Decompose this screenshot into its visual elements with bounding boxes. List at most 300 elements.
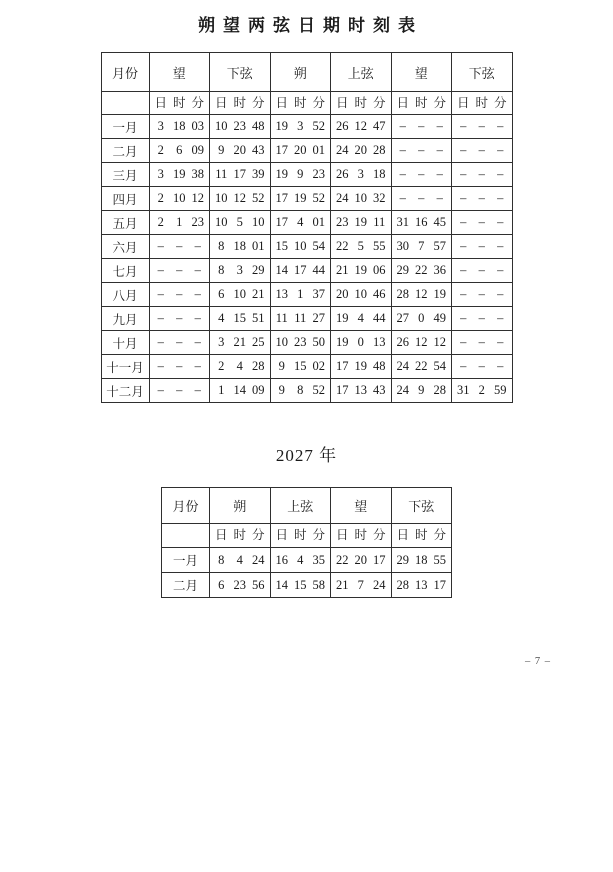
time-triplet <box>210 120 270 133</box>
time-cell <box>270 379 331 403</box>
time-triplet <box>150 144 210 157</box>
time-unit-header <box>331 92 392 115</box>
time-triplet <box>210 554 270 567</box>
phase-column-header: 上弦 <box>270 488 331 524</box>
time-triplet <box>150 97 210 110</box>
time-cell <box>331 355 392 379</box>
time-triplet <box>392 529 452 542</box>
time-value: 52 <box>312 191 325 206</box>
time-value: 21 <box>336 577 349 592</box>
time-triplet <box>392 384 452 397</box>
time-value: 37 <box>312 287 325 302</box>
time-value: 20 <box>354 552 367 567</box>
time-value: 9 <box>278 383 285 398</box>
time-value: 3 <box>218 335 225 350</box>
time-unit-header <box>149 92 210 115</box>
time-value: 56 <box>252 577 265 592</box>
time-value: 20 <box>354 143 367 158</box>
time-value: 15 <box>233 311 246 326</box>
time-cell <box>270 115 331 139</box>
time-cell <box>452 139 513 163</box>
time-value: 17 <box>275 143 288 158</box>
time-value: 2 <box>478 383 485 398</box>
time-cell <box>149 211 210 235</box>
time-triplet <box>150 216 210 229</box>
time-value: 43 <box>373 383 386 398</box>
table-header-row <box>101 53 512 92</box>
time-cell <box>210 283 271 307</box>
month-cell: 一月 <box>162 548 210 573</box>
document-page <box>0 14 613 667</box>
table-row <box>162 548 452 573</box>
table-row <box>101 115 512 139</box>
time-cell <box>331 573 392 598</box>
time-value: 52 <box>252 191 265 206</box>
time-triplet <box>150 360 210 373</box>
time-cell <box>452 163 513 187</box>
time-value: 分 <box>251 528 265 543</box>
time-value: 16 <box>415 215 428 230</box>
time-value: – <box>436 191 443 206</box>
time-value: 11 <box>215 167 228 182</box>
time-cell <box>270 355 331 379</box>
time-cell <box>391 379 452 403</box>
time-cell <box>452 379 513 403</box>
time-value: 24 <box>396 359 409 374</box>
time-value: 24 <box>336 143 349 158</box>
time-value: 17 <box>336 359 349 374</box>
time-triplet <box>271 579 331 592</box>
table-subheader-row <box>162 524 452 548</box>
time-value: – <box>478 191 485 206</box>
time-triplet <box>331 288 391 301</box>
time-cell <box>210 115 271 139</box>
month-cell: 二月 <box>162 573 210 598</box>
time-cell <box>391 163 452 187</box>
time-value: 59 <box>494 383 507 398</box>
time-unit-header <box>210 524 271 548</box>
time-value: 时 <box>293 95 307 110</box>
time-value: 9 <box>218 143 225 158</box>
month-cell: 六月 <box>101 235 149 259</box>
time-value: 17 <box>336 383 349 398</box>
time-triplet <box>452 168 512 181</box>
time-value: 11 <box>275 311 288 326</box>
time-value: 日 <box>214 95 228 110</box>
time-value: 4 <box>218 311 225 326</box>
table-subheader-row <box>101 92 512 115</box>
time-cell <box>452 211 513 235</box>
time-unit-header <box>270 524 331 548</box>
time-value: 02 <box>312 359 325 374</box>
time-value: 01 <box>252 239 265 254</box>
moon-phase-table-2027 <box>161 487 452 598</box>
time-value: 44 <box>373 311 386 326</box>
phase-column-header: 朔 <box>270 53 331 92</box>
time-cell <box>210 379 271 403</box>
time-triplet <box>150 120 210 133</box>
time-cell <box>270 307 331 331</box>
time-cell <box>149 163 210 187</box>
time-triplet <box>392 216 452 229</box>
time-value: 8 <box>218 263 225 278</box>
time-cell <box>210 187 271 211</box>
time-value: 11 <box>373 215 386 230</box>
time-triplet <box>452 360 512 373</box>
time-triplet <box>271 360 331 373</box>
time-value: 3 <box>157 119 164 134</box>
time-value: 24 <box>396 383 409 398</box>
time-triplet <box>331 240 391 253</box>
time-value: 10 <box>215 191 228 206</box>
time-value: 时 <box>414 528 428 543</box>
time-value: 分 <box>312 95 325 110</box>
time-value: 17 <box>294 263 307 278</box>
time-cell <box>210 355 271 379</box>
time-value: 14 <box>275 577 288 592</box>
time-value: – <box>157 287 164 302</box>
time-value: 19 <box>336 335 349 350</box>
time-triplet <box>392 120 452 133</box>
time-value: 19 <box>336 311 349 326</box>
time-value: – <box>460 215 467 230</box>
time-triplet <box>210 360 270 373</box>
moon-phase-table-main <box>101 52 513 403</box>
time-value: 22 <box>415 359 428 374</box>
time-value: – <box>497 287 504 302</box>
time-cell <box>331 379 392 403</box>
time-value: – <box>497 167 504 182</box>
time-value: 12 <box>415 335 428 350</box>
time-value: 日 <box>275 95 288 110</box>
time-value: 28 <box>396 577 409 592</box>
time-triplet <box>150 288 210 301</box>
time-cell <box>149 355 210 379</box>
time-value: 4 <box>236 552 243 567</box>
time-triplet <box>452 216 512 229</box>
time-value: 35 <box>312 552 325 567</box>
table-row <box>101 163 512 187</box>
time-triplet <box>210 288 270 301</box>
time-unit-header <box>331 524 392 548</box>
time-cell <box>331 211 392 235</box>
time-value: 50 <box>312 335 325 350</box>
time-cell <box>391 355 452 379</box>
time-value: 17 <box>275 215 288 230</box>
time-value: 17 <box>373 552 386 567</box>
time-value: – <box>194 287 201 302</box>
time-value: 18 <box>373 167 386 182</box>
time-cell <box>331 163 392 187</box>
time-value: – <box>157 311 164 326</box>
time-value: 54 <box>433 359 446 374</box>
time-value: 14 <box>275 263 288 278</box>
time-value: – <box>478 335 485 350</box>
time-triplet <box>392 240 452 253</box>
time-value: – <box>460 359 467 374</box>
time-value: – <box>176 383 183 398</box>
time-value: – <box>497 263 504 278</box>
time-triplet <box>210 240 270 253</box>
time-cell <box>452 187 513 211</box>
time-value: 分 <box>433 528 446 543</box>
time-triplet <box>331 529 391 542</box>
time-value: – <box>157 263 164 278</box>
month-cell: 十一月 <box>101 355 149 379</box>
time-cell <box>270 235 331 259</box>
time-triplet <box>210 264 270 277</box>
time-value: – <box>194 311 201 326</box>
phase-column-header: 望 <box>331 488 392 524</box>
time-value: 15 <box>294 359 307 374</box>
time-triplet <box>150 384 210 397</box>
time-triplet <box>271 288 331 301</box>
time-value: – <box>176 359 183 374</box>
time-value: 时 <box>354 528 367 543</box>
time-triplet <box>331 120 391 133</box>
time-cell <box>331 259 392 283</box>
time-triplet <box>392 264 452 277</box>
time-value: 7 <box>357 577 364 592</box>
month-column-header: 月份 <box>162 488 210 524</box>
time-triplet <box>331 360 391 373</box>
time-value: – <box>460 311 467 326</box>
time-value: 3 <box>297 119 304 134</box>
table-row <box>101 355 512 379</box>
time-value: 6 <box>176 143 183 158</box>
time-cell <box>452 283 513 307</box>
phase-column-header: 望 <box>149 53 210 92</box>
time-value: 23 <box>336 215 349 230</box>
time-value: 39 <box>252 167 265 182</box>
time-value: 43 <box>252 143 265 158</box>
month-cell: 三月 <box>101 163 149 187</box>
phase-column-header: 下弦 <box>452 53 513 92</box>
time-value: – <box>157 239 164 254</box>
month-column-header: 月份 <box>101 53 149 92</box>
time-value: – <box>460 239 467 254</box>
time-value: – <box>497 335 504 350</box>
time-value: – <box>460 143 467 158</box>
time-value: 28 <box>433 383 446 398</box>
time-value: 分 <box>493 95 507 110</box>
time-value: 46 <box>373 287 386 302</box>
time-value: 45 <box>433 215 446 230</box>
table-row <box>162 573 452 598</box>
time-value: 时 <box>475 95 488 110</box>
time-value: 23 <box>294 335 307 350</box>
time-triplet <box>331 264 391 277</box>
time-triplet <box>210 216 270 229</box>
section-title-2027: 2027 年 <box>275 446 338 465</box>
time-value: – <box>497 143 504 158</box>
time-value: 28 <box>252 359 265 374</box>
time-value: 15 <box>294 577 307 592</box>
time-cell <box>391 139 452 163</box>
table-row <box>101 211 512 235</box>
time-value: – <box>157 335 164 350</box>
time-value: 19 <box>354 215 367 230</box>
time-value: 14 <box>233 383 246 398</box>
time-value: 3 <box>236 263 243 278</box>
time-cell <box>210 139 271 163</box>
time-triplet <box>271 384 331 397</box>
time-value: 4 <box>297 552 304 567</box>
time-value: – <box>497 191 504 206</box>
time-triplet <box>210 312 270 325</box>
time-value: 25 <box>252 335 265 350</box>
time-triplet <box>150 336 210 349</box>
time-cell <box>391 283 452 307</box>
time-value: – <box>157 359 164 374</box>
time-value: 15 <box>275 239 288 254</box>
time-value: 时 <box>233 95 246 110</box>
time-cell <box>270 187 331 211</box>
time-triplet <box>392 97 452 110</box>
time-value: – <box>176 239 183 254</box>
time-value: 48 <box>252 119 265 134</box>
time-value: 29 <box>252 263 265 278</box>
time-triplet <box>150 240 210 253</box>
time-value: 10 <box>275 335 288 350</box>
time-value: 23 <box>233 577 246 592</box>
time-triplet <box>452 97 512 110</box>
phase-column-header: 望 <box>391 53 452 92</box>
time-value: 01 <box>312 215 325 230</box>
time-value: 9 <box>418 383 425 398</box>
time-cell <box>452 259 513 283</box>
time-value: 21 <box>233 335 246 350</box>
time-cell <box>331 115 392 139</box>
time-value: 54 <box>312 239 325 254</box>
table-row <box>101 283 512 307</box>
time-value: 58 <box>312 577 325 592</box>
time-triplet <box>331 312 391 325</box>
time-value: 24 <box>373 577 386 592</box>
time-cell <box>149 379 210 403</box>
empty-cell <box>101 92 149 115</box>
time-value: – <box>460 191 467 206</box>
time-value: – <box>399 119 406 134</box>
time-value: – <box>460 287 467 302</box>
time-cell <box>210 307 271 331</box>
time-value: 27 <box>312 311 325 326</box>
time-cell <box>391 235 452 259</box>
time-value: 12 <box>433 335 446 350</box>
time-value: 17 <box>275 191 288 206</box>
time-cell <box>270 211 331 235</box>
time-value: 分 <box>251 95 265 110</box>
time-triplet <box>271 97 331 110</box>
time-cell <box>210 259 271 283</box>
time-value: – <box>478 263 485 278</box>
time-value: 19 <box>275 119 288 134</box>
time-triplet <box>392 336 452 349</box>
month-cell: 十月 <box>101 331 149 355</box>
time-value: – <box>478 287 485 302</box>
time-triplet <box>392 192 452 205</box>
time-value: 3 <box>157 167 164 182</box>
time-value: 时 <box>414 95 428 110</box>
time-value: 19 <box>433 287 446 302</box>
time-value: 48 <box>373 359 386 374</box>
time-triplet <box>392 288 452 301</box>
time-value: – <box>194 263 201 278</box>
time-value: 52 <box>312 383 325 398</box>
time-value: – <box>418 167 425 182</box>
time-value: 26 <box>336 119 349 134</box>
time-value: – <box>176 311 183 326</box>
time-value: 1 <box>176 215 183 230</box>
time-value: 4 <box>297 215 304 230</box>
time-triplet <box>271 312 331 325</box>
time-value: 49 <box>433 311 446 326</box>
time-value: 8 <box>218 552 225 567</box>
time-value: – <box>399 191 406 206</box>
time-cell <box>270 163 331 187</box>
time-value: 31 <box>396 215 409 230</box>
time-value: 2 <box>157 143 164 158</box>
time-value: – <box>176 335 183 350</box>
time-triplet <box>150 168 210 181</box>
time-value: – <box>497 215 504 230</box>
time-value: 时 <box>233 528 246 543</box>
time-cell <box>210 235 271 259</box>
month-cell: 八月 <box>101 283 149 307</box>
time-cell <box>452 307 513 331</box>
time-cell <box>210 573 271 598</box>
time-value: 日 <box>214 528 228 543</box>
time-value: 38 <box>191 167 204 182</box>
time-value: 时 <box>354 95 367 110</box>
time-value: – <box>497 119 504 134</box>
time-value: 日 <box>275 528 288 543</box>
time-value: 18 <box>233 239 246 254</box>
time-value: 19 <box>294 191 307 206</box>
time-value: – <box>460 167 467 182</box>
time-triplet <box>150 312 210 325</box>
time-triplet <box>452 240 512 253</box>
time-cell <box>270 573 331 598</box>
time-value: – <box>478 167 485 182</box>
phase-column-header: 下弦 <box>391 488 452 524</box>
time-value: 01 <box>312 143 325 158</box>
time-value: – <box>418 119 425 134</box>
time-triplet <box>331 168 391 181</box>
time-triplet <box>210 144 270 157</box>
time-value: 分 <box>372 528 386 543</box>
time-value: 日 <box>456 95 470 110</box>
time-triplet <box>210 192 270 205</box>
time-cell <box>452 331 513 355</box>
time-cell <box>331 139 392 163</box>
time-cell <box>270 331 331 355</box>
time-triplet <box>452 120 512 133</box>
time-value: 5 <box>357 239 364 254</box>
time-triplet <box>271 264 331 277</box>
time-cell <box>331 331 392 355</box>
time-value: 03 <box>191 119 204 134</box>
time-value: 55 <box>373 239 386 254</box>
time-value: 10 <box>233 287 246 302</box>
time-triplet <box>271 120 331 133</box>
time-value: – <box>497 239 504 254</box>
time-value: 3 <box>357 167 364 182</box>
time-value: 5 <box>236 215 243 230</box>
time-triplet <box>271 216 331 229</box>
time-triplet <box>271 240 331 253</box>
time-cell <box>149 187 210 211</box>
